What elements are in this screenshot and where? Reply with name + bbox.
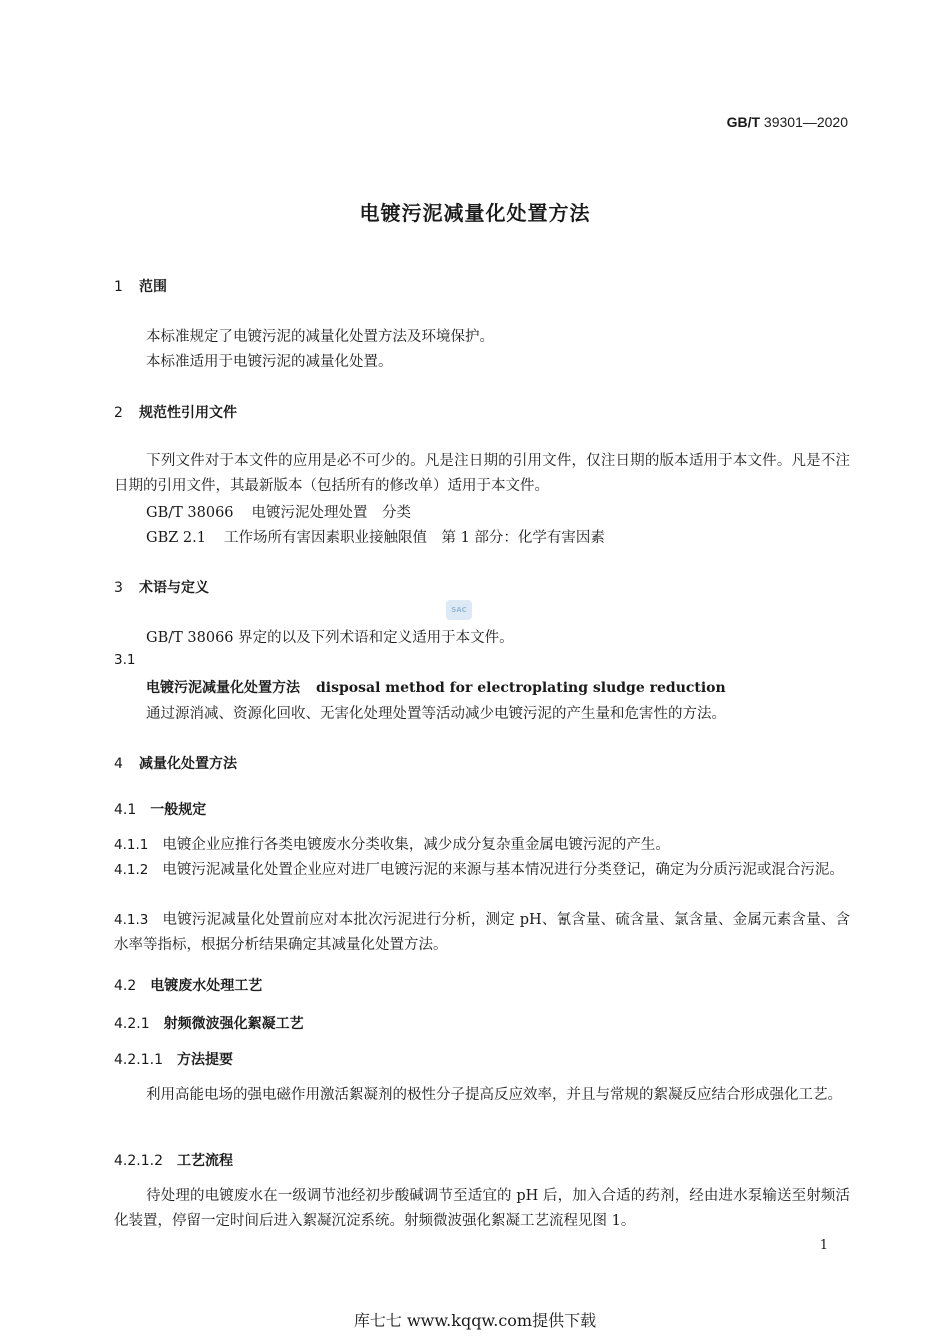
section-number: 1	[114, 279, 123, 295]
clause-text: 电镀污泥减量化处置前应对本批次污泥进行分析，测定 pH、氰含量、硫含量、氯含量、金属元素含量、含水率等指标，根据分析结果确定其减量化处置方法。	[114, 912, 850, 953]
section-1-heading	[114, 276, 167, 296]
download-footer: 库七七 www.kqqw.com提供下载	[353, 1311, 597, 1330]
references-intro-text: 下列文件对于本文件的应用是必不可少的。凡是注日期的引用文件，仅注日期的版本适用于本文件。凡是不注日期的引用文件，其最新版本（包括所有的修改单）适用于本文件。	[114, 453, 850, 494]
reference-item	[146, 501, 411, 522]
reference-code: GBZ 2.1	[146, 530, 206, 546]
method-summary-paragraph	[114, 1083, 850, 1108]
clause-4-1-2	[114, 858, 850, 883]
scope-paragraph-1: 本标准规定了电镀污泥的减量化处置方法及环境保护。	[146, 329, 494, 345]
section-number: 2	[114, 405, 123, 421]
section-title: 规范性引用文件	[139, 405, 237, 421]
term-entry	[146, 677, 726, 697]
term-chinese: 电镀污泥减量化处置方法	[146, 680, 300, 696]
page-number: 1	[819, 1238, 828, 1253]
section-title: 范围	[139, 279, 167, 295]
reference-title: 电镀污泥处理处置 分类	[251, 505, 412, 521]
clause-number: 4.1.1	[114, 837, 149, 853]
clause-text: 电镀企业应推行各类电镀废水分类收集，减少成分复杂重金属电镀污泥的产生。	[162, 837, 670, 853]
subsection-title: 电镀废水处理工艺	[150, 978, 263, 994]
subsection-number: 4.2.1.2	[114, 1153, 163, 1169]
section-title: 减量化处置方法	[139, 756, 237, 772]
sac-watermark: SAC	[446, 600, 472, 620]
section-number: 3	[114, 580, 123, 596]
terms-intro: GB/T 38066 界定的以及下列术语和定义适用于本文件。	[146, 630, 514, 646]
section-4-heading	[114, 753, 237, 773]
section-3-heading	[114, 577, 209, 597]
section-2-heading	[114, 402, 237, 422]
clause-number: 4.1.2	[114, 862, 149, 878]
subsection-title: 工艺流程	[176, 1153, 233, 1169]
section-title: 术语与定义	[139, 580, 209, 596]
standard-code	[727, 114, 848, 130]
term-number: 3.1	[114, 652, 136, 668]
subsection-title: 一般规定	[150, 802, 207, 818]
subsection-4-2-1-heading	[114, 1013, 304, 1033]
subsection-number: 4.2	[114, 978, 137, 994]
subsection-number: 4.1	[114, 802, 137, 818]
reference-title: 工作场所有害因素职业接触限值 第 1 部分：化学有害因素	[223, 530, 605, 546]
process-flow-text: 待处理的电镀废水在一级调节池经初步酸碱调节至适宜的 pH 后，加入合适的药剂，经由进水泵输送至射频活化装置，停留一定时间后进入絮凝沉淀系统。射频微波强化絮凝工艺流程见图 1。	[114, 1188, 850, 1229]
term-definition: 通过源消减、资源化回收、无害化处理处置等活动减少电镀污泥的产生量和危害性的方法。	[146, 706, 726, 722]
subsection-title: 方法提要	[176, 1052, 233, 1068]
scope-paragraph-2: 本标准适用于电镀污泥的减量化处置。	[146, 354, 393, 370]
subsection-number: 4.2.1.1	[114, 1052, 163, 1068]
subsection-4-1-heading	[114, 799, 206, 819]
subsection-4-2-1-2-heading	[114, 1150, 233, 1170]
reference-code: GB/T 38066	[146, 505, 234, 521]
method-summary-text: 利用高能电场的强电磁作用激活絮凝剂的极性分子提高反应效率，并且与常规的絮凝反应结合形成强化工艺。	[146, 1087, 842, 1103]
standard-number: 39301—2020	[763, 114, 848, 130]
clause-4-1-3	[114, 908, 850, 958]
clause-text: 电镀污泥减量化处置企业应对进厂电镀污泥的来源与基本情况进行分类登记，确定为分质污泥或混合污泥。	[162, 862, 844, 878]
subsection-4-2-1-1-heading	[114, 1049, 233, 1069]
document-title: 电镀污泥减量化处置方法	[359, 201, 591, 225]
section-number: 4	[114, 756, 123, 772]
process-flow-paragraph	[114, 1184, 850, 1234]
clause-4-1-1	[114, 833, 850, 858]
subsection-number: 4.2.1	[114, 1016, 150, 1032]
references-intro	[114, 449, 850, 499]
subsection-4-2-heading	[114, 975, 262, 995]
term-english: disposal method for electroplating sludge reduction	[316, 680, 726, 696]
subsection-title: 射频微波强化絮凝工艺	[163, 1016, 304, 1032]
reference-item	[146, 526, 605, 547]
clause-number: 4.1.3	[114, 912, 149, 928]
standard-prefix: GB/T	[726, 114, 761, 130]
